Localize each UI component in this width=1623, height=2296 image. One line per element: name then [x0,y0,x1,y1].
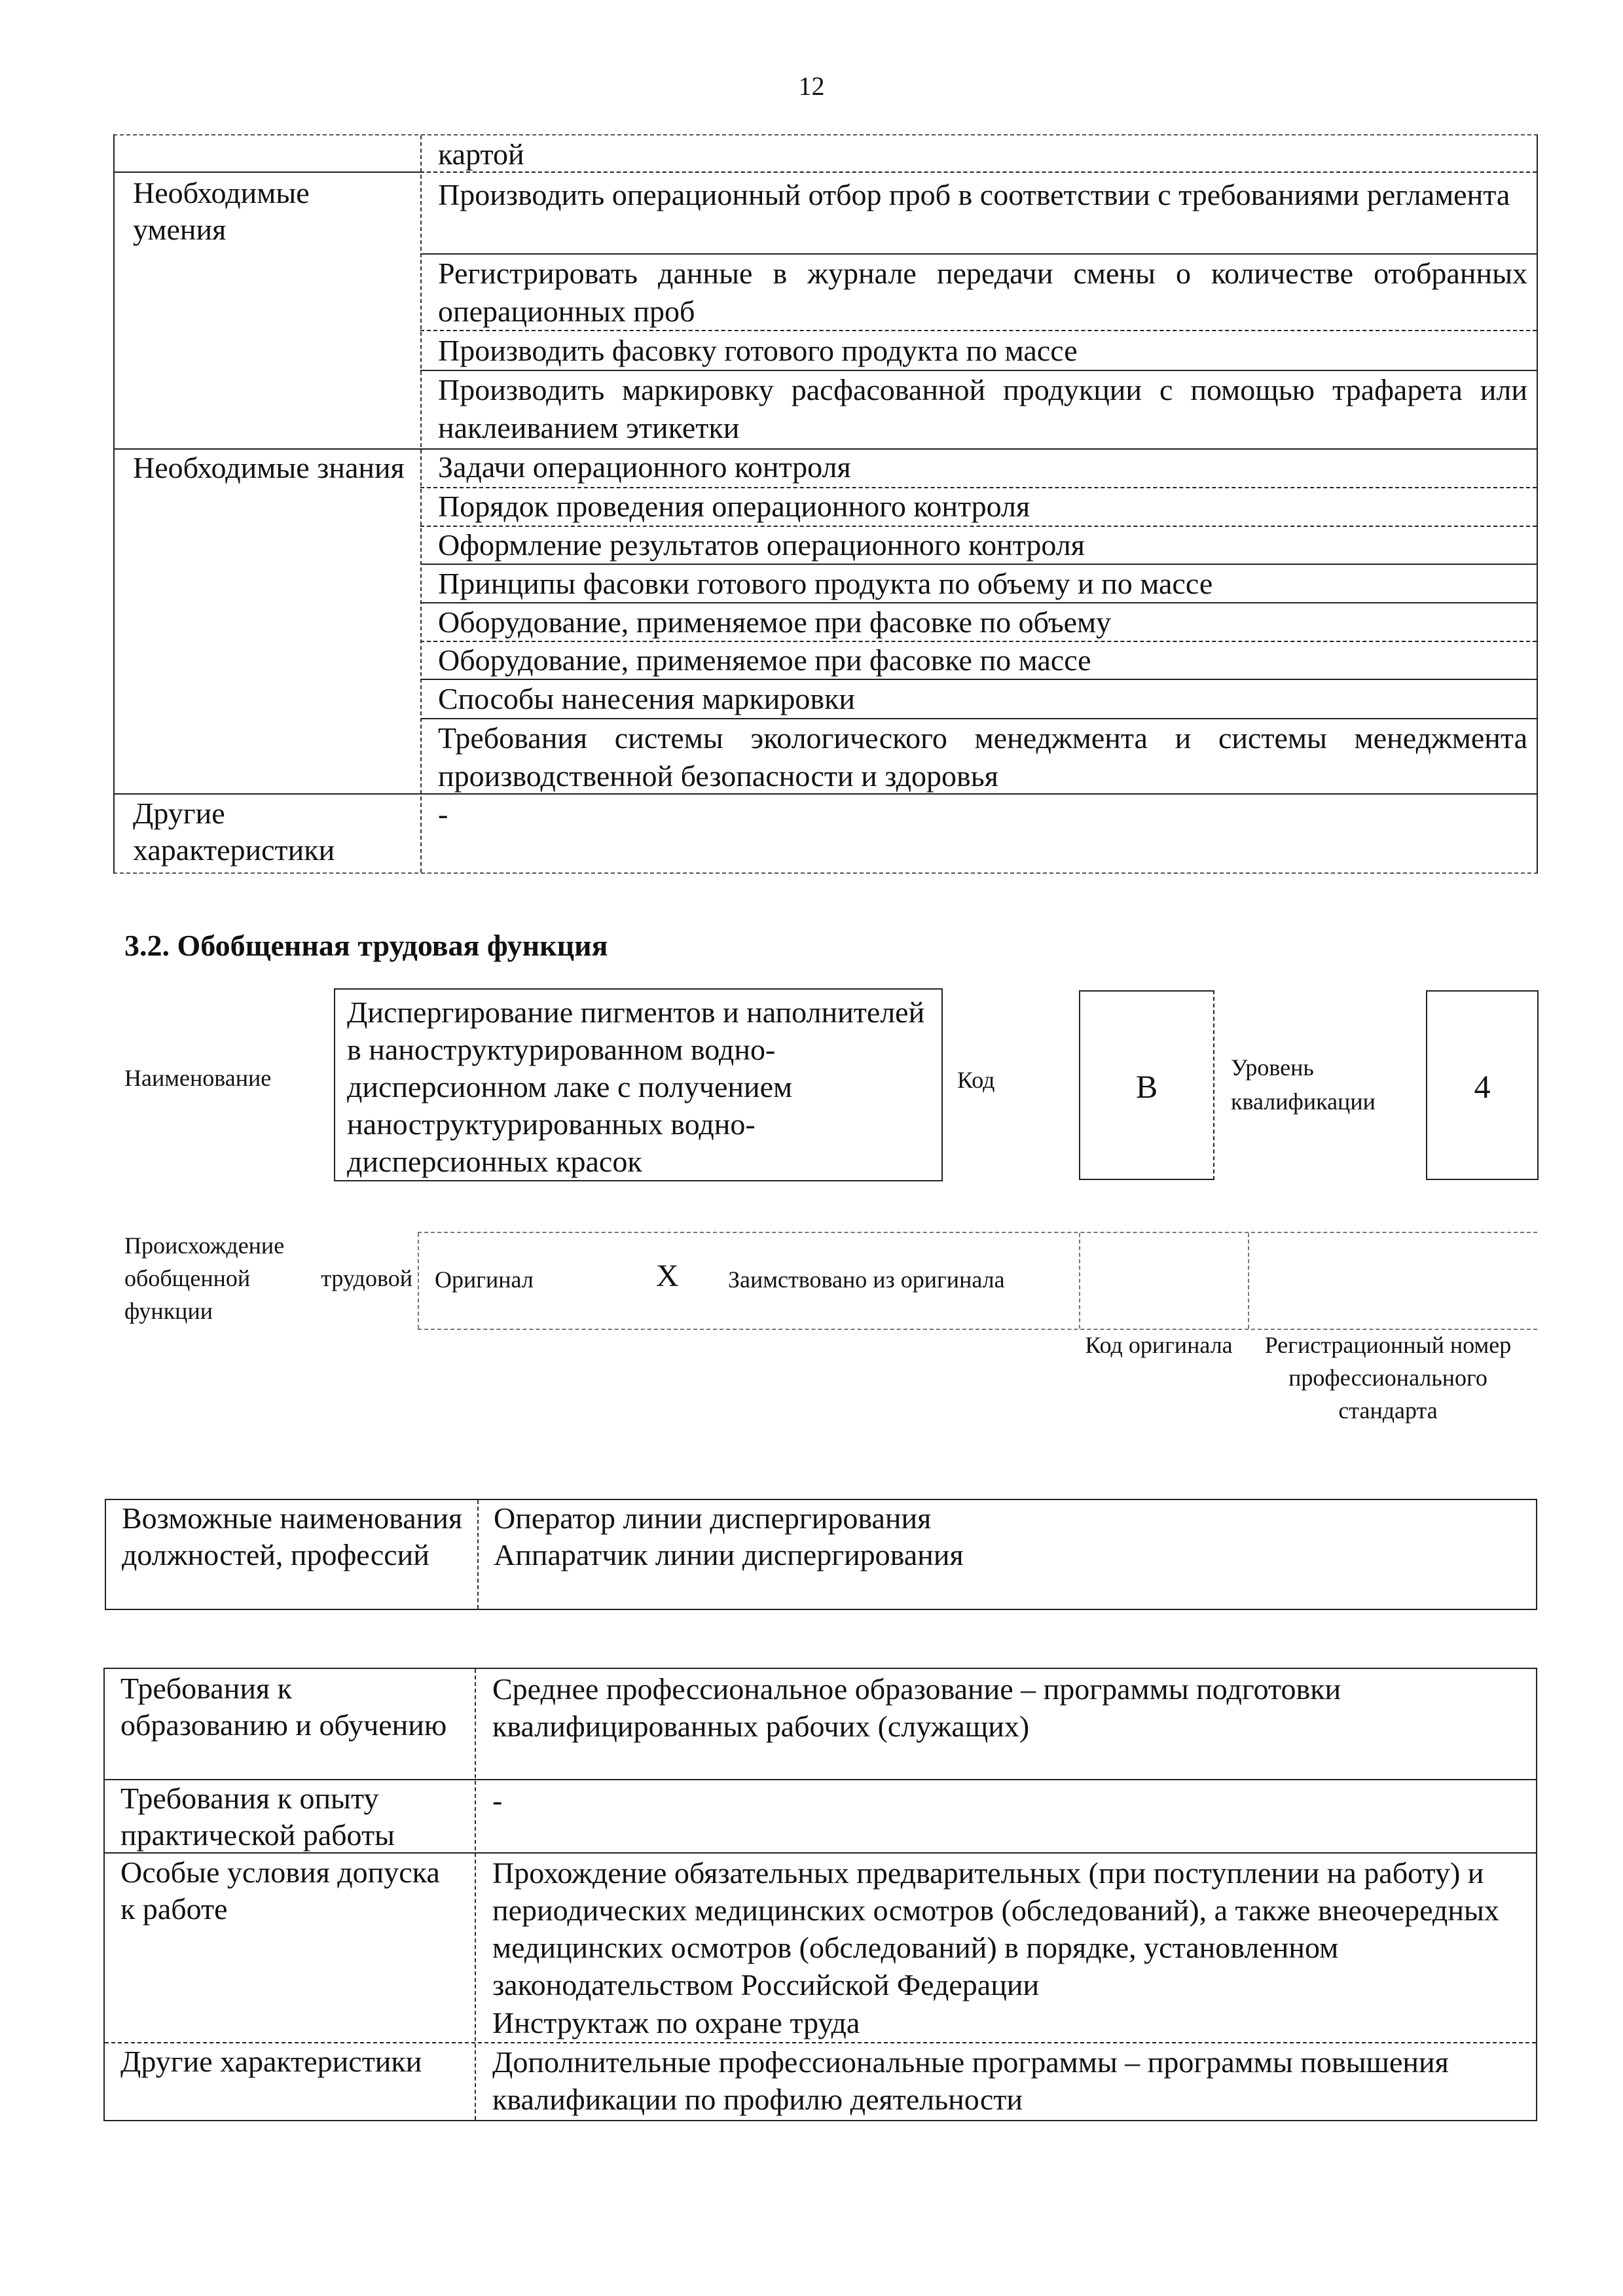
requirement-value-extra: Инструктаж по охране труда [492,2006,860,2039]
origin-borrowed: Заимствовано из оригинала [728,1266,1005,1293]
requirement-label: Другие характеристики [120,2045,422,2078]
code-label: Код [957,1067,995,1093]
knowledge-item: Способы нанесения маркировки [438,682,856,715]
function-name-box [334,988,943,1181]
requirement-label: Требования к опыту практической работы [120,1782,395,1852]
registration-number-caption: Регистрационный номер профессионального стандарта [1264,1332,1512,1424]
code-value: B [1079,990,1214,1180]
continuation-text: картой [438,137,524,171]
other-label: Другие характеристики [133,797,335,867]
requirement-value: Дополнительные профессиональные программы – программы повышения квалификации по профилю деятельности [492,2045,1449,2116]
requirement-value: Среднее профессиональное образование – программы подготовки квалифицированных рабочих (служащих) [492,1672,1341,1743]
page-number: 12 [798,71,825,101]
knowledge-item: Задачи операционного контроля [438,450,851,484]
skill-item: Регистрировать данные в журнале передачи смены о количестве отобранных операционных проб [438,257,1527,328]
positions-table [105,1499,1537,1610]
positions-label: Возможные наименования должностей, профессий [122,1501,463,1571]
level-value: 4 [1426,990,1539,1180]
requirements-table [103,1668,1537,2121]
level-label: Уровень квалификации [1231,1054,1376,1115]
name-label: Наименование [124,1065,272,1091]
knowledge-item: Оборудование, применяемое при фасовке по объему [438,605,1112,639]
other-value: - [438,797,448,831]
skill-item: Производить операционный отбор проб в соответствии с требованиями регламента [438,178,1510,211]
origin-label: Происхождение обобщенной трудовой функции [124,1232,412,1324]
requirement-value: Прохождение обязательных предварительных (при поступлении на работу) и периодических медицинских осмотров (обследований), а также внеочередных медицинских осмотров (обследований) в порядке, установленном законодательством Российской Федерации [492,1856,1499,2001]
origin-original: Оригинал [435,1266,534,1293]
position-item: Оператор линии диспергирования [494,1501,932,1535]
original-code-caption: Код оригинала [1085,1332,1233,1358]
requirement-label: Особые условия допуска к работе [120,1856,440,1926]
knowledge-item: Оборудование, применяемое при фасовке по массе [438,643,1091,677]
skill-item: Производить фасовку готового продукта по массе [438,334,1078,367]
origin-mark: X [656,1259,679,1293]
column-divider [420,135,422,872]
function-name: Диспергирование пигментов и наполнителей в наноструктурированном водно-дисперсионном лаке с получением наноструктурированных водно-дисперсионных красок [347,996,925,1178]
skill-item: Производить маркировку расфасованной продукции с помощью трафарета или наклеиванием этикетки [438,373,1527,444]
section-title: 3.2. Обобщенная трудовая функция [124,929,608,962]
requirement-label: Требования к образованию и обучению [120,1672,447,1742]
position-item: Аппаратчик линии диспергирования [494,1538,964,1571]
knowledge-item: Порядок проведения операционного контроля [438,490,1030,523]
knowledge-label: Необходимые знания [133,451,405,484]
competency-table [113,134,1538,874]
requirement-value: - [492,1784,503,1817]
knowledge-item: Принципы фасовки готового продукта по объему и по массе [438,567,1213,600]
knowledge-item: Оформление результатов операционного контроля [438,528,1085,562]
knowledge-item: Требования системы экологического менеджмента и системы менеджмента производственной безопасности и здоровья [438,721,1527,793]
skills-label: Необходимые умения [133,176,310,246]
